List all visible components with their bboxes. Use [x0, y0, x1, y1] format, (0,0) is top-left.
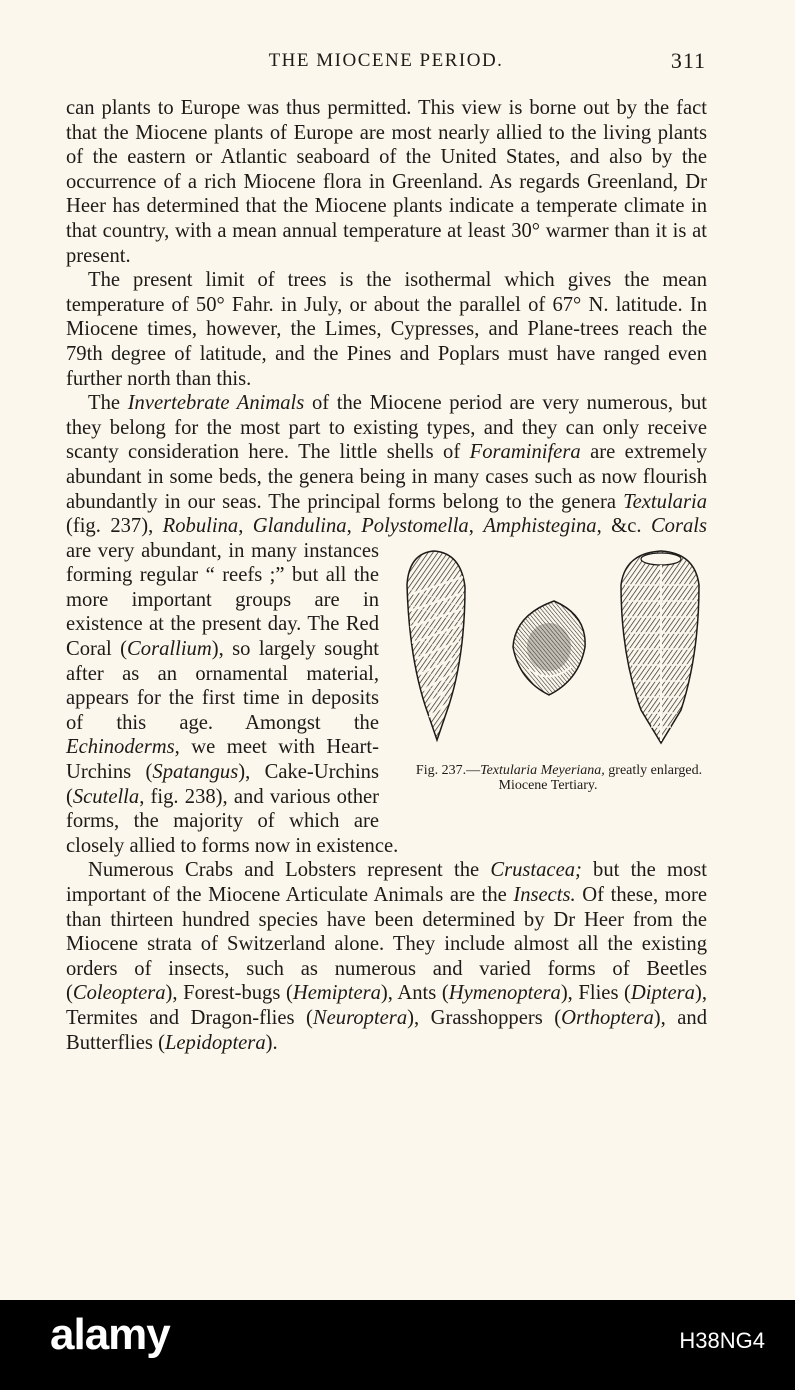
body-text [66, 96, 707, 1055]
figure-237 [389, 545, 707, 815]
running-title: THE MIOCENE PERIOD. [268, 50, 504, 71]
shell-front-view [621, 551, 699, 743]
textularia-fossil-illustration [389, 545, 707, 760]
paragraph-2: The present limit of trees is the isothermal which gives the mean temperature of 50° Fahr. in July, or about the parallel of 67° N. latitude. In Miocene times, however, the Limes, Cypresses, and Plane-trees reach the 79th degree of latitude, and the Pines and Poplars must have ranged even further north than this. [66, 269, 707, 390]
paragraph-3: The Invertebrate Animals of the Miocene period are very numerous, but they belong for the most part to existing types, and they can only receive scanty consideration here. The little shells of Foraminifera are extremely abundant in some beds, the genera being in many cases such as now flourish abundantly in our seas. The principal forms belong to the genera Textularia (fig. 237), Robulina, Glandulina, Polystomella, Amphistegina, &c. Fig. 237.—Textularia Meyeriana, greatly enlarged. Miocene Tertiary. Corals are very abundant, in many instances forming regular “ reefs ;” but all the more important groups are in existence at the present day. The Red Coral (Corallium), so largely sought after as an ornamental material, appears for the first time in deposits of this age. Amongst the Echinoderms, we meet with Heart-Urchins (Spatangus), Cake-Urchins (Scutella, fig. 238), and various other forms, the majority of which are closely allied to forms now in existence. [66, 392, 708, 857]
alamy-logo: alamy [50, 1310, 170, 1359]
shell-top-view [513, 601, 585, 695]
running-head [66, 48, 706, 76]
image-id: H38NG4 [679, 1328, 765, 1353]
paragraph-4: Numerous Crabs and Lobsters represent the Crustacea; but the most important of the Miocene Articulate Animals are the Insects. Of these, more than thirteen hundred species have been determined by Dr Heer from the Miocene strata of Switzerland alone. They include almost all the existing orders of insects, such as numerous and varied forms of Beetles (Coleoptera), Forest-bugs (Hemiptera), Ants (Hymenoptera), Flies (Diptera), Termites and Dragon-flies (Neuroptera), Grasshoppers (Orthoptera), and Butterflies (Lepidoptera). [66, 859, 708, 1054]
shell-side-view [407, 551, 465, 740]
paragraph-1: can plants to Europe was thus permitted. This view is borne out by the fact that the Miocene plants of Europe are most nearly allied to the living plants of the eastern or Atlantic seaboard of the United States, and also by the occurrence of a rich Miocene flora in Greenland. As regards Greenland, Dr Heer has determined that the Miocene plants indicate a temperate climate in that country, with a mean annual temperature at least 30° warmer than it is at present. [66, 97, 707, 267]
figure-caption: Fig. 237.—Textularia Meyeriana, greatly enlarged. Miocene Tertiary. [415, 762, 703, 793]
page-number: 311 [670, 48, 706, 73]
